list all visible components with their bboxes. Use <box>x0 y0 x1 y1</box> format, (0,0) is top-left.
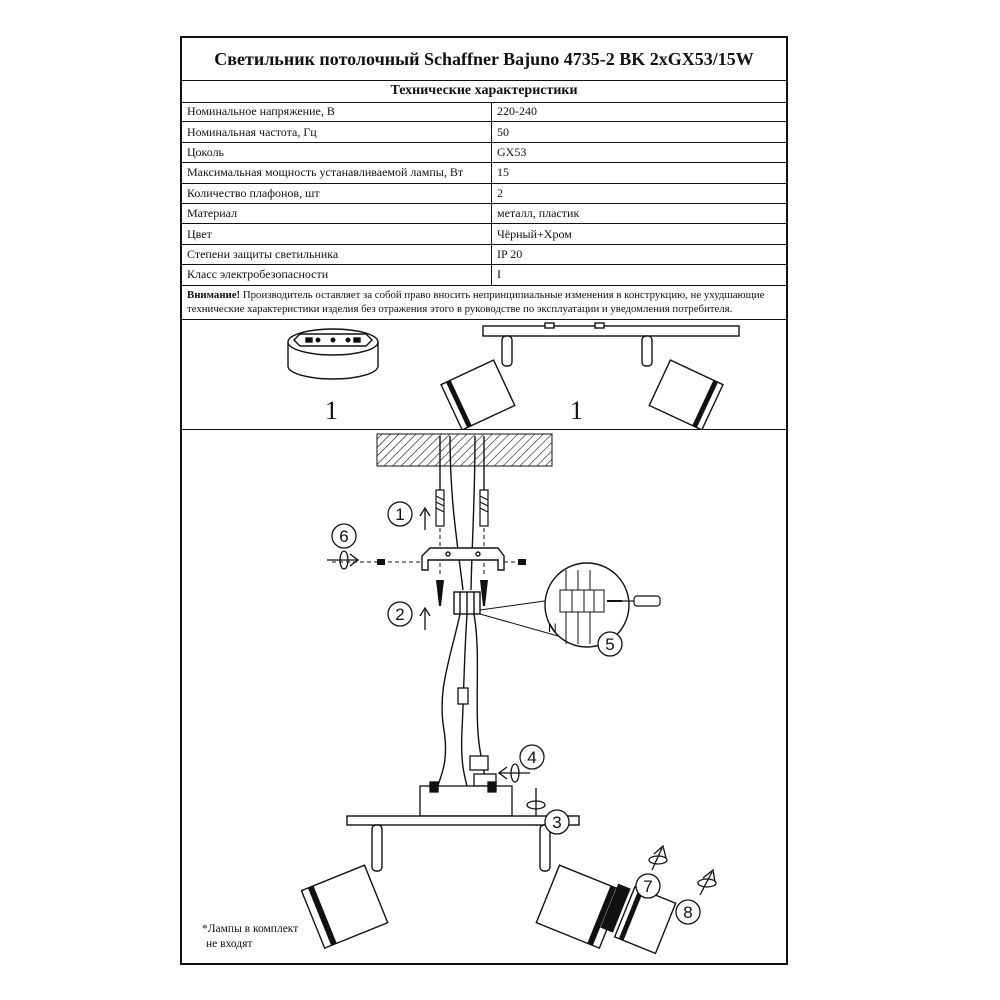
spec-value: 15 <box>492 163 787 183</box>
table-row <box>182 163 786 183</box>
notice-text <box>182 286 786 320</box>
spec-value: IP 20 <box>492 244 787 264</box>
spec-label: Номинальная частота, Гц <box>182 122 492 142</box>
terminal-n-label: N <box>548 621 557 635</box>
footnote-line-2: не входят <box>206 938 253 950</box>
table-row <box>182 122 786 142</box>
spec-label: Количество плафонов, шт <box>182 183 492 203</box>
step-1-label: 1 <box>395 505 405 524</box>
spec-label: Материал <box>182 203 492 223</box>
page-title: Светильник потолочный Schaffner Bajuno 4735-2 BK 2xGX53/15W <box>182 38 786 81</box>
spec-value: 50 <box>492 122 787 142</box>
package-contents-drawing <box>182 320 786 430</box>
spec-value: Чёрный+Хром <box>492 224 787 244</box>
ceiling-hatching <box>377 434 552 466</box>
step-7-label: 7 <box>643 877 653 896</box>
step-8-label: 8 <box>683 903 693 922</box>
wall-plugs <box>436 490 488 526</box>
step-4-label: 4 <box>527 748 537 767</box>
spec-label: Цвет <box>182 224 492 244</box>
spec-value: 2 <box>492 183 787 203</box>
step-markers <box>332 502 700 924</box>
spec-value: GX53 <box>492 142 787 162</box>
spec-label: Степени защиты светильника <box>182 244 492 264</box>
step-numbers <box>339 505 692 922</box>
assembly-drawing <box>182 430 786 965</box>
notice-body: Производитель оставляет за собой право вносить непринципиальные изменения в конструкцию, не ухудшающие технические характеристики изделия без отражения этого в руководстве по эксплуатации и уведомления потребителя. <box>187 289 765 315</box>
fixture-illustration <box>441 323 739 430</box>
spec-value: металл, пластик <box>492 203 787 223</box>
canopy-quantity: 1 <box>325 396 338 425</box>
step-3-label: 3 <box>552 813 562 832</box>
footnote <box>202 922 298 952</box>
step-2-label: 2 <box>395 605 405 624</box>
specs-table <box>182 102 786 286</box>
table-row <box>182 224 786 244</box>
footnote-line-1: *Лампы в комплект <box>202 923 299 935</box>
table-row <box>182 265 786 285</box>
assembly-diagram <box>182 430 786 965</box>
step-5-label: 5 <box>605 635 615 654</box>
mounting-bracket <box>422 548 504 570</box>
instruction-sheet <box>180 36 788 965</box>
spec-value: I <box>492 265 787 285</box>
lamp-bar <box>301 816 675 953</box>
canopy-illustration <box>288 329 378 379</box>
driver-connector <box>420 688 512 816</box>
notice-lead: Внимание! <box>187 289 241 301</box>
package-contents <box>182 320 786 430</box>
spec-label: Максимальная мощность устанавливаемой лампы, Вт <box>182 163 492 183</box>
table-row <box>182 142 786 162</box>
section-title: Технические характеристики <box>182 80 786 103</box>
table-row <box>182 203 786 223</box>
table-row <box>182 244 786 264</box>
step-6-label: 6 <box>339 527 349 546</box>
table-row <box>182 102 786 122</box>
spec-label: Цоколь <box>182 142 492 162</box>
table-row <box>182 183 786 203</box>
spec-label: Класс электробезопасности <box>182 265 492 285</box>
fixture-quantity: 1 <box>570 396 583 425</box>
spec-value: 220-240 <box>492 102 787 122</box>
spec-label: Номинальное напряжение, В <box>182 102 492 122</box>
